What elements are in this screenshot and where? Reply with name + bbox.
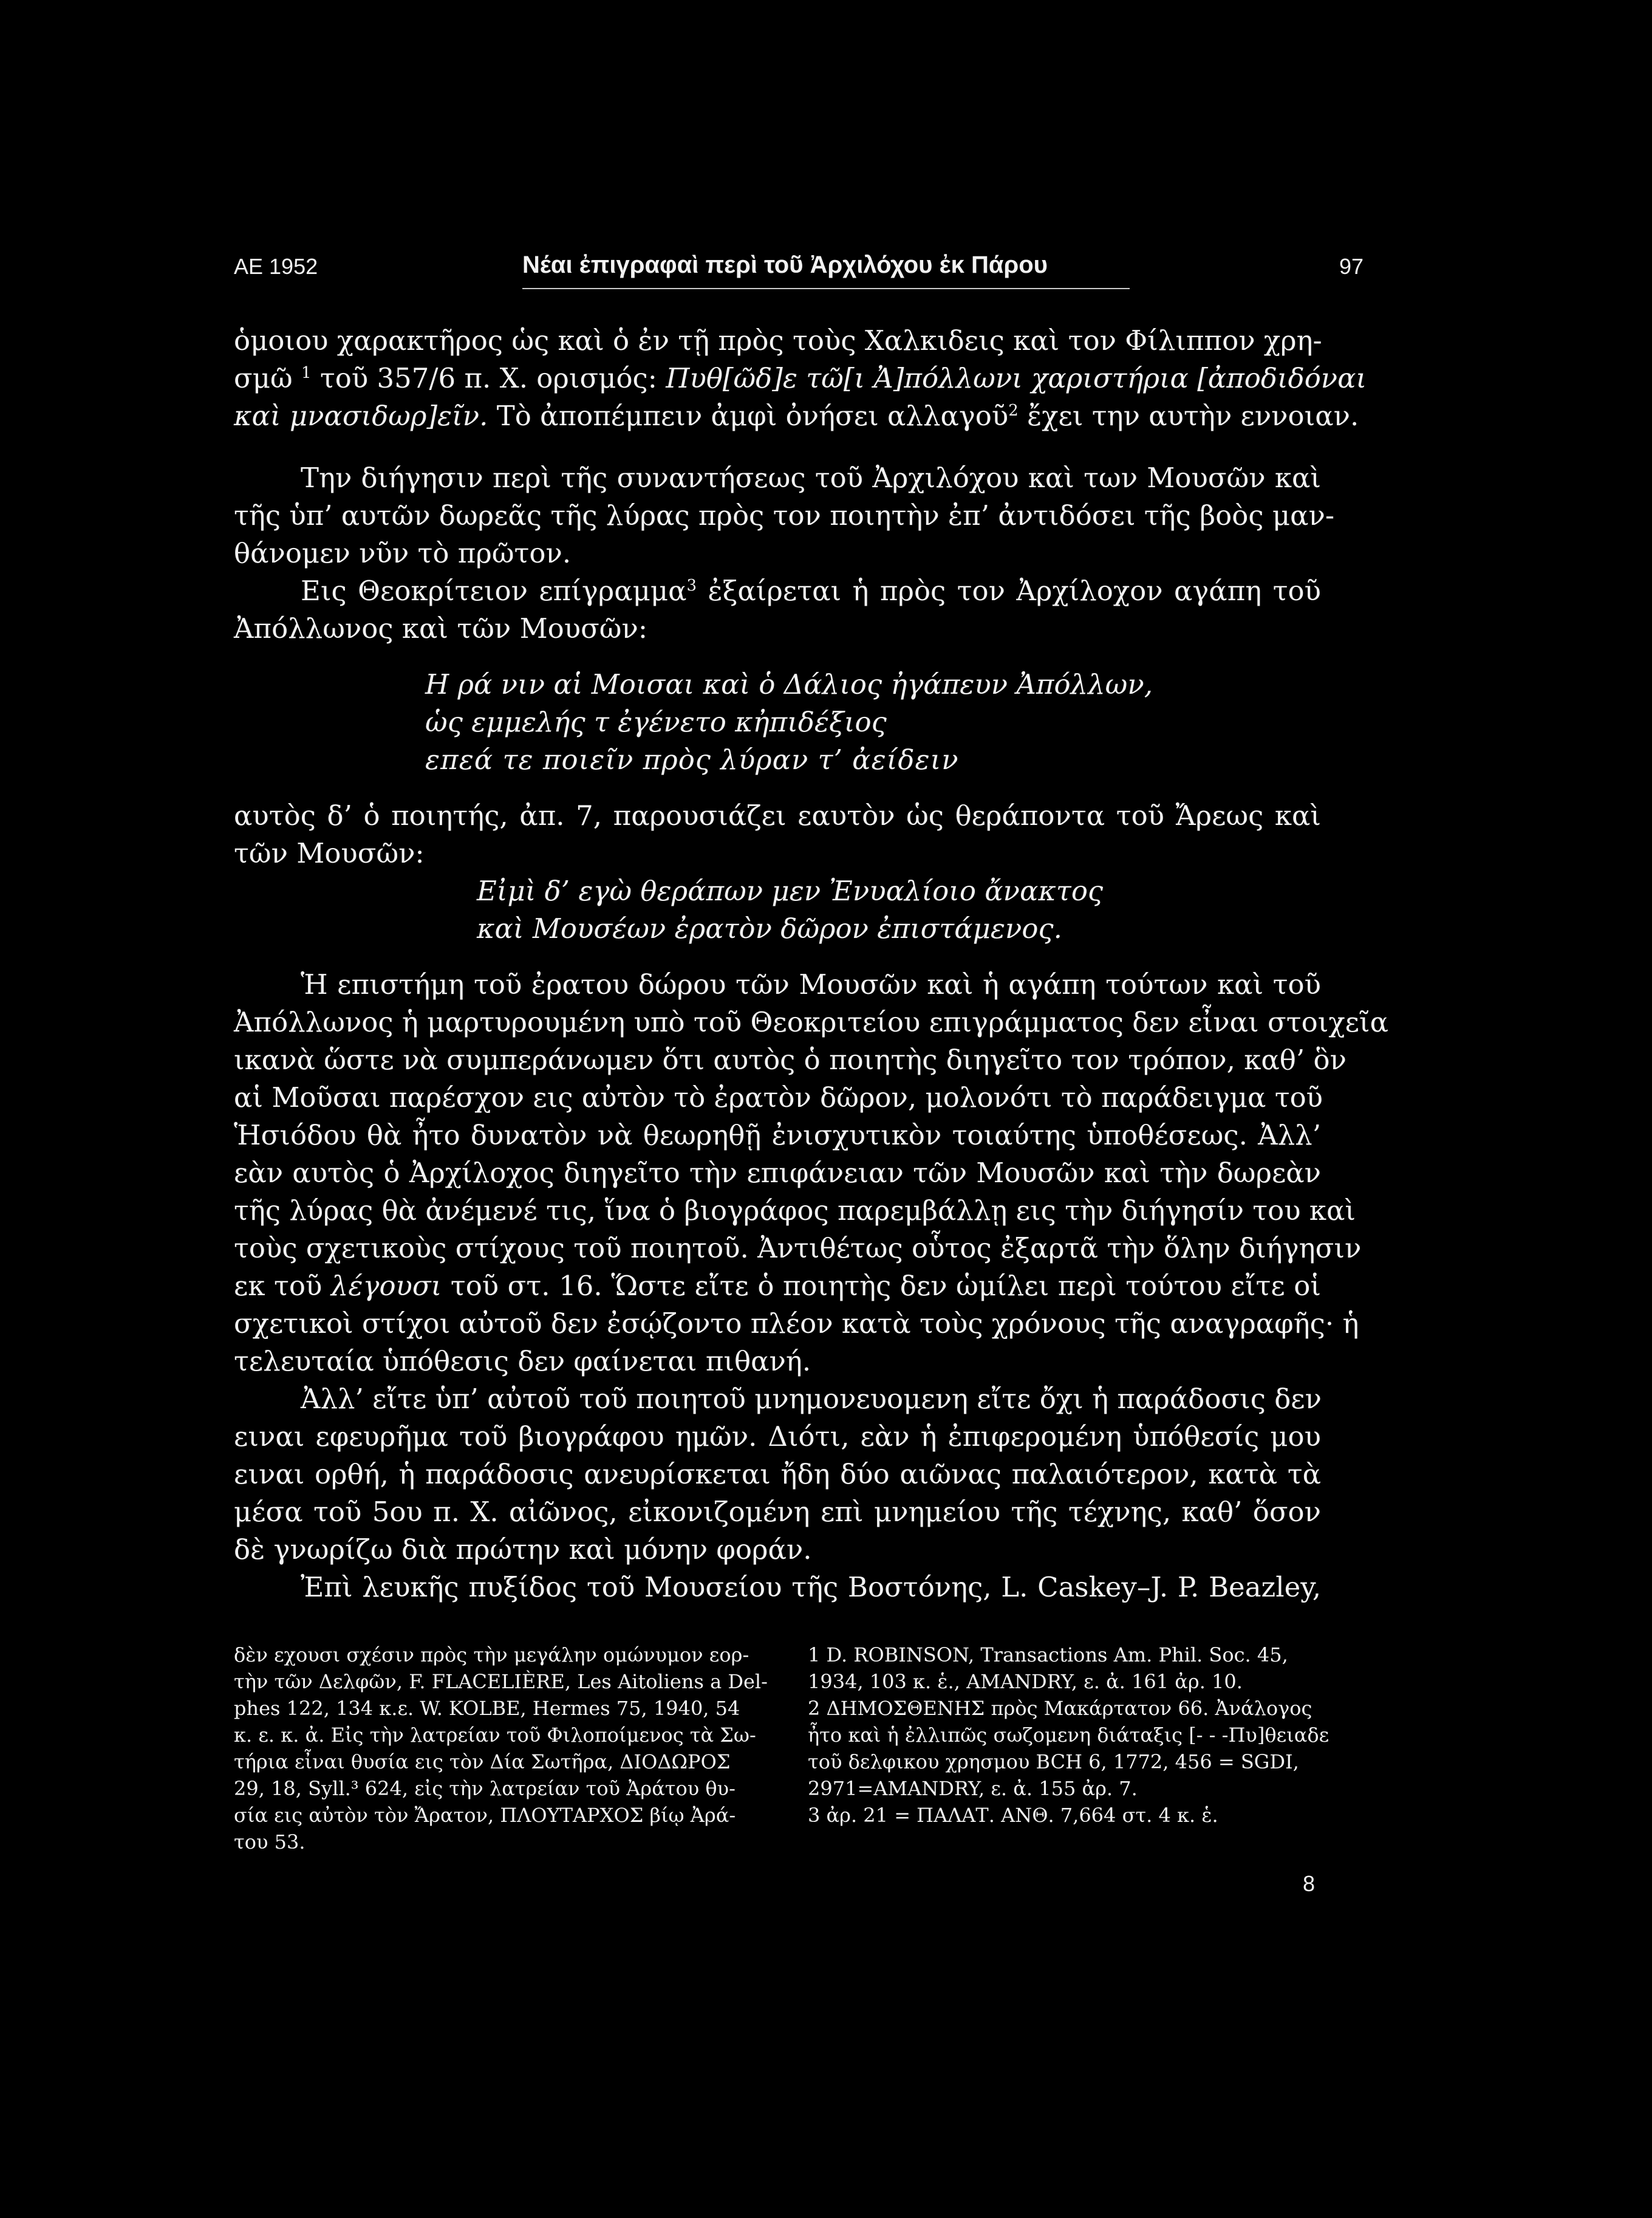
- footnote-line: phes 122, 134 κ.ε. W. KOLBE, Hermes 75, 1940, 54: [234, 1697, 740, 1720]
- text-fragment: σμῶ: [234, 362, 293, 394]
- page-number: 8: [1303, 1871, 1316, 1896]
- text-line: Ἐπὶ λευκῆς πυξίδος τοῦ Μουσείου τῆς Βοστόνης, L. Caskey–J. P. Beazley,: [301, 1571, 1321, 1603]
- spacer: [234, 948, 1321, 966]
- text-line: σχετικοὶ στίχοι αὐτοῦ δεν ἐσῴζοντο πλέον κατὰ τοὺς χρόνους τῆς αναγραφῆς· ἡ: [234, 1307, 1359, 1340]
- text-line: ὁμοιου χαρακτῆρος ὡς καὶ ὁ ἐν τῇ πρὸς τοὺς Χαλκιδεις καὶ τον Φίλιππον χρη-: [234, 324, 1322, 357]
- text-line: Ἀπόλλωνος καὶ τῶν Μουσῶν:: [234, 612, 648, 645]
- spacer: [234, 435, 1321, 459]
- spacer: [234, 779, 1321, 797]
- text-line: Ἡσιόδου θὰ ἦτο δυνατὸν νὰ θεωρηθῇ ἐνισχυτικὸν τοιαύτης ὑποθέσεως. Ἀλλ’: [234, 1119, 1321, 1151]
- text-line: αυτὸς δ’ ὁ ποιητής, ἀπ. 7, παρουσιάζει εαυτὸν ὡς θεράποντα τοῦ Ἄρεως καὶ: [234, 799, 1321, 832]
- footnote-line: τήρια εἶναι θυσία εις τὸν Δία Σωτῆρα, ΔΙΟΔΩΡΟΣ: [234, 1750, 731, 1773]
- text-fragment: ἐξαίρεται ἡ πρὸς τον Ἀρχίλοχον αγάπη τοῦ: [708, 575, 1321, 607]
- footnote-line: τοῦ δελφικου χρησμου BCH 6, 1772, 456 = SGDI,: [808, 1750, 1299, 1773]
- poem-line: επεά τε ποιεῖν πρὸς λύραν τ’ ἀείδειν: [425, 744, 959, 776]
- text-fragment: εκ τοῦ: [234, 1270, 323, 1302]
- text-line: τελευταία ὑπόθεσις δεν φαίνεται πιθανή.: [234, 1345, 811, 1377]
- text-line: [234, 360, 1367, 397]
- footnote-line: 3 ἀρ. 21 = ΠΑΛΑΤ. ΑΝΘ. 7,664 στ. 4 κ. ἑ.: [808, 1804, 1218, 1827]
- text-line: εὰν αυτὸς ὁ Ἀρχίλοχος διηγεῖτο τὴν επιφάνειαν τῶν Μουσῶν καὶ τὴν δωρεὰν: [234, 1157, 1321, 1189]
- text-line: μέσα τοῦ 5ου π. Χ. αἰῶνος, εἰκονιζομένη επὶ μνημείου τῆς τέχνης, καθ’ ὅσον: [234, 1496, 1321, 1528]
- footnotes-left-column: [234, 1641, 768, 1855]
- italic-word: λέγουσι: [330, 1270, 442, 1302]
- text-line: Ἡ επιστήμη τοῦ ἐρατου δώρου τῶν Μουσῶν καὶ ἡ αγάπη τούτων καὶ τοῦ: [301, 968, 1321, 1001]
- running-header: [234, 254, 1364, 296]
- text-fragment: Τὸ ἀποπέμπειν ἀμφὶ ὀνήσει αλλαγοῦ: [496, 400, 1009, 432]
- text-fragment: ἔχει την αυτὴν εννοιαν.: [1027, 400, 1359, 432]
- text-line: τῆς λύρας θὰ ἀνέμενέ τις, ἵνα ὁ βιογράφος παρεμβάλλῃ εις τὴν διήγησίν του καὶ: [234, 1194, 1356, 1227]
- footnote-line: 29, 18, Syll.³ 624, εἰς τὴν λατρείαν τοῦ Ἀράτου θυ-: [234, 1777, 736, 1800]
- footnote-line: σία εις αὐτὸν τὸν Ἄρατον, ΠΛΟΥΤΑΡΧΟΣ βίῳ Ἀρά-: [234, 1804, 736, 1827]
- footnotes-right-column: [808, 1641, 1330, 1829]
- footnote-line: 2 ΔΗΜΟΣΘΕΝΗΣ πρὸς Μακάρτατον 66. Ἀνάλογος: [808, 1697, 1312, 1720]
- text-line: τοὺς σχετικοὺς στίχους τοῦ ποιητοῦ. Ἀντιθέτως οὗτος ἐξαρτᾶ τὴν ὅλην διήγησιν: [234, 1232, 1362, 1264]
- footnote-ref: 2: [1008, 402, 1019, 420]
- text-line: τῆς ὑπ’ αυτῶν δωρεᾶς τῆς λύρας πρὸς τον ποιητὴν ἐπ’ ἀντιδόσει τῆς βοὸς μαν-: [234, 499, 1335, 532]
- footnote-ref: 3: [686, 577, 697, 595]
- footnote-line: 2971=AMANDRY, ε. ἀ. 155 ἀρ. 7.: [808, 1777, 1138, 1800]
- poem-line: ὡς εμμελής τ ἐγένετο κἠπιδέξιος: [425, 706, 887, 738]
- italic-quote: καὶ μνασιδωρ]εῖν.: [234, 400, 488, 432]
- footnote-line: τὴν τῶν Δελφῶν, F. FLACELIÈRE, Les Aitoliens a Del-: [234, 1670, 768, 1693]
- footnote-line: ἦτο καὶ ἡ ἐλλιπῶς σωζομενη διάταξις [- - -Πυ]θειαδε: [808, 1723, 1329, 1747]
- italic-quote: Πυθ[ῶδ]ε τῶ[ι Ἀ]πόλλωνι χαριστήρια [ἀποδιδόναι: [666, 362, 1367, 394]
- text-line: αἱ Μοῦσαι παρέσχον εις αὐτὸν τὸ ἐρατὸν δῶρον, μολονότι τὸ παράδειγμα τοῦ: [234, 1081, 1323, 1114]
- poem-line: καὶ Μουσέων ἐρατὸν δῶρον ἐπιστάμενος.: [477, 912, 1062, 945]
- poem-line: Εἰμὶ δ’ εγὼ θεράπων μεν Ἐνυαλίοιο ἄνακτος: [477, 875, 1104, 907]
- footnote-line: 1 D. ROBINSON, Transactions Am. Phil. Soc. 45,: [808, 1643, 1288, 1666]
- text-line: [234, 572, 1321, 610]
- text-line: θάνομεν νῦν τὸ πρῶτον.: [234, 537, 572, 569]
- text-line: Την διήγησιν περὶ τῆς συναντήσεως τοῦ Ἀρχιλόχου καὶ των Μουσῶν καὶ: [301, 462, 1321, 494]
- footnote-line: δὲν εχουσι σχέσιν πρὸς τὴν μεγάλην ομώνυμον εορ-: [234, 1643, 749, 1666]
- footnote-ref: 1: [301, 364, 312, 382]
- text-line: Ἀπόλλωνος ἡ μαρτυρουμένη υπὸ τοῦ Θεοκριτείου επιγράμματος δεν εἶναι στοιχεῖα: [234, 1006, 1388, 1038]
- text-line: ειναι ορθή, ἡ παράδοσις ανευρίσκεται ἤδη δύο αιῶνας παλαιότερον, κατὰ τὰ: [234, 1458, 1321, 1490]
- journal-label: ΑΕ 1952: [234, 254, 318, 279]
- main-text: [234, 322, 1388, 1606]
- header-page-number: 97: [1339, 254, 1364, 279]
- header-rule: [522, 288, 1130, 289]
- text-line: ειναι εφευρῆμα τοῦ βιογράφου ημῶν. Διότι, εὰν ἡ ἐπιφερομένη ὑπόθεσίς μου: [234, 1420, 1321, 1453]
- footnote-line: κ. ε. κ. ἀ. Εἰς τὴν λατρείαν τοῦ Φιλοποίμενος τὰ Σω-: [234, 1723, 756, 1747]
- footnote-line: 1934, 103 κ. ἑ., AMANDRY, ε. ἀ. 161 ἀρ. 10.: [808, 1670, 1243, 1693]
- poem-line: Η ρά νιν αἱ Μοισαι καὶ ὁ Δάλιος ἠγάπευν Ἀπόλλων,: [425, 668, 1153, 700]
- spacer: [234, 648, 1321, 666]
- text-line: δὲ γνωρίζω διὰ πρώτην καὶ μόνην φοράν.: [234, 1533, 812, 1566]
- text-fragment: τοῦ στ. 16. Ὥστε εἴτε ὁ ποιητὴς δεν ὡμίλει περὶ τούτου εἴτε οἱ: [450, 1270, 1321, 1302]
- text-line: τῶν Μουσῶν:: [234, 837, 425, 869]
- running-title: Νέαι ἐπιγραφαὶ περὶ τοῦ Ἀρχιλόχου ἐκ Πάρου: [522, 252, 1048, 278]
- text-line: [234, 1267, 1321, 1305]
- text-fragment: Εις Θεοκρίτειον επίγραμμα: [301, 575, 687, 607]
- text-line: Ἀλλ’ εἴτε ὑπ’ αὐτοῦ τοῦ ποιητοῦ μνημονευομενη εἴτε ὄχι ἡ παράδοσις δεν: [301, 1383, 1322, 1415]
- text-fragment: τοῦ 357/6 π. Χ. ορισμός:: [319, 362, 657, 394]
- text-line: [234, 397, 1359, 435]
- footnote-line: του 53.: [234, 1830, 305, 1853]
- text-line: ικανὰ ὥστε νὰ συμπεράνωμεν ὅτι αυτὸς ὁ ποιητὴς διηγεῖτο τον τρόπον, καθ’ ὃν: [234, 1044, 1347, 1076]
